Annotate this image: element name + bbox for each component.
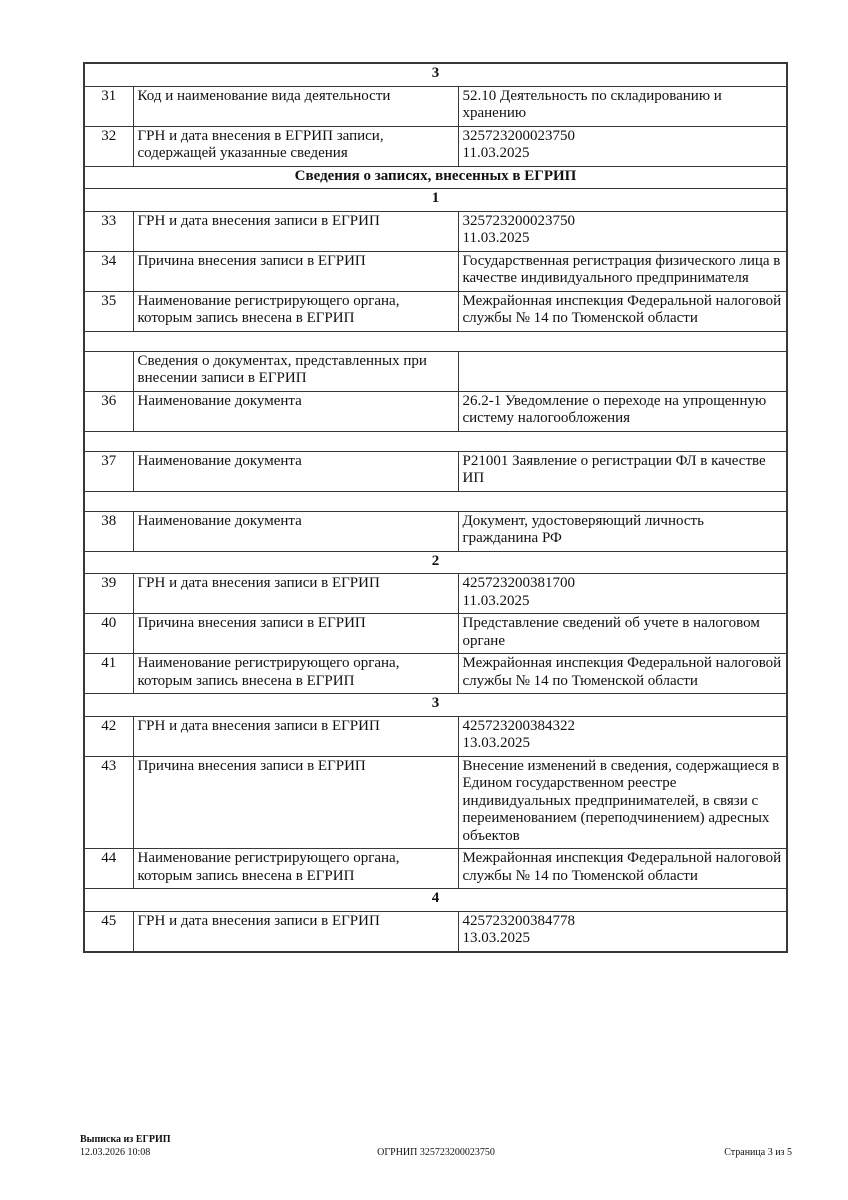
table-row [84, 716, 787, 756]
row-value [458, 251, 787, 291]
row-value [458, 291, 787, 331]
row-value-line: 425723200384322 [462, 717, 575, 734]
row-value [458, 911, 787, 952]
row-number: 39 [84, 574, 133, 614]
section-header-label: 2 [84, 551, 787, 574]
row-value [458, 451, 787, 491]
row-value-line: 52.10 Деятельность по складированию и хранению [462, 87, 722, 121]
row-label: Наименование документа [133, 391, 458, 431]
row-value [458, 126, 787, 166]
row-value-line: 11.03.2025 [462, 145, 530, 161]
section-header-label: 1 [84, 189, 787, 212]
page-footer [80, 1134, 792, 1159]
row-value-line: Межрайонная инспекция Федеральной налоговой службы № 14 по Тюменской области [462, 850, 782, 884]
row-number: 33 [84, 211, 133, 251]
row-value-line: Представление сведений об учете в налоговом органе [462, 615, 760, 649]
footer-document-info [80, 1134, 171, 1159]
row-number: 42 [84, 716, 133, 756]
spacer-cell [84, 331, 787, 351]
egrip-extract-table [83, 62, 788, 953]
row-value [458, 511, 787, 551]
row-value [458, 849, 787, 889]
section-header-row [84, 889, 787, 912]
table-row [84, 574, 787, 614]
row-value-line: 425723200381700 [462, 575, 575, 591]
section-header-label: 3 [84, 694, 787, 717]
row-value-line: 11.03.2025 [462, 592, 530, 609]
row-number: 37 [84, 451, 133, 491]
row-label: ГРН и дата внесения в ЕГРИП записи, содержащей указанные сведения [133, 126, 458, 166]
row-value-line: 13.03.2025 [462, 735, 530, 751]
row-number: 41 [84, 654, 133, 694]
table-row [84, 911, 787, 952]
row-label: ГРН и дата внесения записи в ЕГРИП [133, 574, 458, 614]
row-value [458, 391, 787, 431]
row-label: ГРН и дата внесения записи в ЕГРИП [133, 716, 458, 756]
row-label: Причина внесения записи в ЕГРИП [133, 756, 458, 849]
section-header-row [84, 63, 787, 86]
row-value-line: 325723200023750 [462, 127, 575, 144]
section-header-label: 3 [84, 63, 787, 86]
footer-ogrnip: ОГРНИП 325723200023750 [377, 1146, 495, 1158]
row-label: Причина внесения записи в ЕГРИП [133, 251, 458, 291]
row-value [458, 654, 787, 694]
table-row [84, 654, 787, 694]
row-number: 44 [84, 849, 133, 889]
row-value-line: Документ, удостоверяющий личность гражданина РФ [462, 512, 704, 546]
row-value-line: Внесение изменений в сведения, содержащиеся в Едином государственном реестре индивидуальных предпринимателей, в связи с переименованием (переподчинением) адресных объектов [462, 757, 780, 844]
table-row [84, 291, 787, 331]
table-row [84, 86, 787, 126]
row-value-line: Р21001 Заявление о регистрации ФЛ в качестве ИП [462, 452, 766, 486]
spacer-row [84, 431, 787, 451]
row-label: ГРН и дата внесения записи в ЕГРИП [133, 911, 458, 952]
row-value-line: 13.03.2025 [462, 930, 530, 946]
row-value-line: 325723200023750 [462, 212, 575, 229]
table-row [84, 391, 787, 431]
row-number: 38 [84, 511, 133, 551]
spacer-cell [84, 491, 787, 511]
row-value-line: Межрайонная инспекция Федеральной налоговой службы № 14 по Тюменской области [462, 655, 782, 689]
table-row [84, 251, 787, 291]
row-number: 36 [84, 391, 133, 431]
row-label: Код и наименование вида деятельности [133, 86, 458, 126]
section-header-row [84, 166, 787, 189]
row-number: 32 [84, 126, 133, 166]
row-value-line: Государственная регистрация физического лица в качестве индивидуального предпринимателя [462, 252, 781, 286]
row-value [458, 574, 787, 614]
spacer-row [84, 491, 787, 511]
row-value [458, 614, 787, 654]
table-row [84, 451, 787, 491]
row-label: Сведения о документах, представленных при внесении записи в ЕГРИП [133, 351, 458, 391]
section-header-row [84, 189, 787, 212]
footer-timestamp: 12.03.2026 10:08 [80, 1146, 151, 1158]
row-value [458, 211, 787, 251]
row-value [458, 756, 787, 849]
row-value [458, 86, 787, 126]
row-label: Причина внесения записи в ЕГРИП [133, 614, 458, 654]
row-label: ГРН и дата внесения записи в ЕГРИП [133, 211, 458, 251]
table-row [84, 211, 787, 251]
row-value-line: 425723200384778 [462, 912, 575, 929]
section-header-label: 4 [84, 889, 787, 912]
section-header-label: Сведения о записях, внесенных в ЕГРИП [84, 166, 787, 189]
row-label: Наименование регистрирующего органа, которым запись внесена в ЕГРИП [133, 849, 458, 889]
row-label: Наименование документа [133, 451, 458, 491]
row-number: 43 [84, 756, 133, 849]
row-value [458, 351, 787, 391]
spacer-cell [84, 431, 787, 451]
row-value-line: 26.2-1 Уведомление о переходе на упрощенную систему налогообложения [462, 392, 767, 426]
row-label: Наименование документа [133, 511, 458, 551]
footer-document-title: Выписка из ЕГРИП [80, 1134, 171, 1145]
row-value [458, 716, 787, 756]
table-row [84, 126, 787, 166]
section-header-row [84, 551, 787, 574]
spacer-row [84, 331, 787, 351]
footer-page-number: Страница 3 из 5 [724, 1146, 792, 1158]
row-number: 31 [84, 86, 133, 126]
row-value-line: Межрайонная инспекция Федеральной налоговой службы № 14 по Тюменской области [462, 292, 782, 326]
row-number [84, 351, 133, 391]
row-number: 35 [84, 291, 133, 331]
table-row [84, 614, 787, 654]
table-row [84, 511, 787, 551]
egrip-table-body [84, 63, 787, 952]
section-header-row [84, 694, 787, 717]
row-label: Наименование регистрирующего органа, которым запись внесена в ЕГРИП [133, 291, 458, 331]
row-number: 45 [84, 911, 133, 952]
row-number: 34 [84, 251, 133, 291]
table-row [84, 849, 787, 889]
row-value-line: 11.03.2025 [462, 230, 530, 246]
row-number: 40 [84, 614, 133, 654]
table-row [84, 756, 787, 849]
row-label: Наименование регистрирующего органа, которым запись внесена в ЕГРИП [133, 654, 458, 694]
table-row [84, 351, 787, 391]
